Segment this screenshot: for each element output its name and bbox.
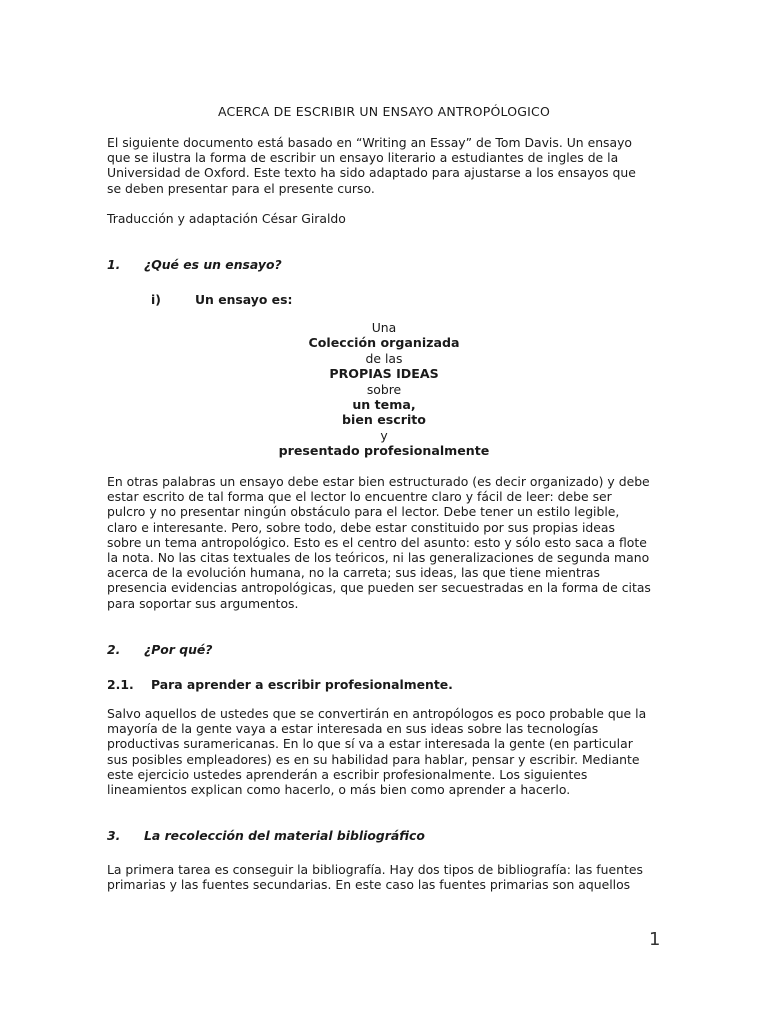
subsection-title: Un ensayo es: bbox=[195, 292, 293, 307]
page-number: 1 bbox=[649, 929, 661, 950]
paragraph-line: pulcro y no presentar ningún obstáculo para el lector. Debe tener un estilo legible, bbox=[107, 504, 620, 520]
paragraph-line: En otras palabras un ensayo debe estar bien estructurado (es decir organizado) y debe bbox=[107, 474, 650, 489]
intro-line: Universidad de Oxford. Este texto ha sido adaptado para ajustarse a los ensayos que bbox=[107, 165, 636, 181]
definition-line: de las bbox=[365, 350, 403, 366]
definition-line-bold: un tema, bbox=[352, 396, 416, 412]
intro-paragraph bbox=[107, 135, 660, 196]
section-3-paragraph bbox=[107, 862, 660, 892]
paragraph-line: La primera tarea es conseguir la bibliografía. Hay dos tipos de bibliografía: las fuentes bbox=[107, 862, 643, 877]
section-number: 3. bbox=[107, 828, 121, 843]
intro-line: que se ilustra la forma de escribir un ensayo literario a estudiantes de ingles de la bbox=[107, 150, 619, 166]
definition-line-bold: presentado profesionalmente bbox=[278, 443, 490, 459]
paragraph-line: lineamientos explican como hacerlo, o más bien como aprender a hacerlo. bbox=[107, 782, 571, 798]
paragraph-line: este ejercicio ustedes aprenderán a escribir profesionalmente. Los siguientes bbox=[107, 766, 588, 782]
definition-line-bold: PROPIAS IDEAS bbox=[329, 366, 439, 382]
section-number: 1. bbox=[107, 257, 121, 272]
paragraph-line: mayoría de la gente vaya a estar interesada en sus ideas sobre las tecnologías bbox=[107, 721, 599, 737]
definition-line: y bbox=[380, 427, 388, 443]
paragraph-line: acerca de la evolución humana, no la carreta; sus ideas, las que tiene mientras bbox=[107, 565, 600, 581]
section-1-heading bbox=[107, 257, 282, 272]
section-2-heading bbox=[107, 642, 213, 657]
paragraph-line: la nota. No las citas textuales de los teóricos, ni las generalizaciones de segunda mano bbox=[107, 550, 650, 566]
definition-line-bold: bien escrito bbox=[342, 412, 426, 428]
subsection-number: i) bbox=[151, 292, 161, 307]
section-1-paragraph bbox=[107, 474, 660, 611]
intro-line: El siguiente documento está basado en “Writing an Essay” de Tom Davis. Un ensayo bbox=[107, 135, 633, 150]
subsection-i-heading bbox=[151, 292, 292, 307]
subsection-2-1-heading bbox=[107, 677, 453, 692]
subsection-number: 2.1. bbox=[107, 677, 134, 692]
subsection-title: Para aprender a escribir profesionalmente. bbox=[151, 677, 453, 692]
section-title: La recolección del material bibliográfico bbox=[144, 828, 425, 843]
paragraph-line: sobre un tema antropológico. Esto es el centro del asunto: esto y sólo esto saca a flote bbox=[107, 534, 647, 550]
section-number: 2. bbox=[107, 642, 121, 657]
credit-line bbox=[107, 211, 660, 226]
paragraph-line: primarias y las fuentes secundarias. En este caso las fuentes primarias son aquellos bbox=[107, 877, 631, 893]
document-title: ACERCA DE ESCRIBIR UN ENSAYO ANTROPÓLOGICO bbox=[218, 104, 550, 119]
section-title: ¿Por qué? bbox=[144, 642, 213, 657]
definition-line: Una bbox=[371, 320, 397, 335]
definition-line: sobre bbox=[366, 381, 402, 397]
paragraph-line: estar escrito de tal forma que el lector lo encuentre claro y fácil de leer: debe ser bbox=[107, 489, 612, 505]
section-2-paragraph bbox=[107, 706, 660, 797]
paragraph-line: Salvo aquellos de ustedes que se convertirán en antropólogos es poco probable que la bbox=[107, 706, 647, 721]
paragraph-line: presencia evidencias antropológicas, que pueden ser secuestradas en la forma de citas bbox=[107, 580, 651, 596]
paragraph-line: para soportar sus argumentos. bbox=[107, 595, 299, 611]
paragraph-line: productivas suramericanas. En lo que sí va a estar interesada la gente (en particular bbox=[107, 736, 633, 752]
paragraph-line: claro e interesante. Pero, sobre todo, debe estar constituido por sus propias ideas bbox=[107, 519, 615, 535]
intro-line: se deben presentar para el presente curso. bbox=[107, 180, 375, 196]
essay-definition bbox=[0, 320, 768, 459]
paragraph-line: sus posibles empleadores) es en su habilidad para hablar, pensar y escribir. Mediante bbox=[107, 751, 640, 767]
credit-text: Traducción y adaptación César Giraldo bbox=[107, 211, 346, 226]
section-title: ¿Qué es un ensayo? bbox=[144, 257, 282, 272]
definition-line-bold: Colección organizada bbox=[308, 335, 460, 351]
section-3-heading bbox=[107, 828, 425, 843]
